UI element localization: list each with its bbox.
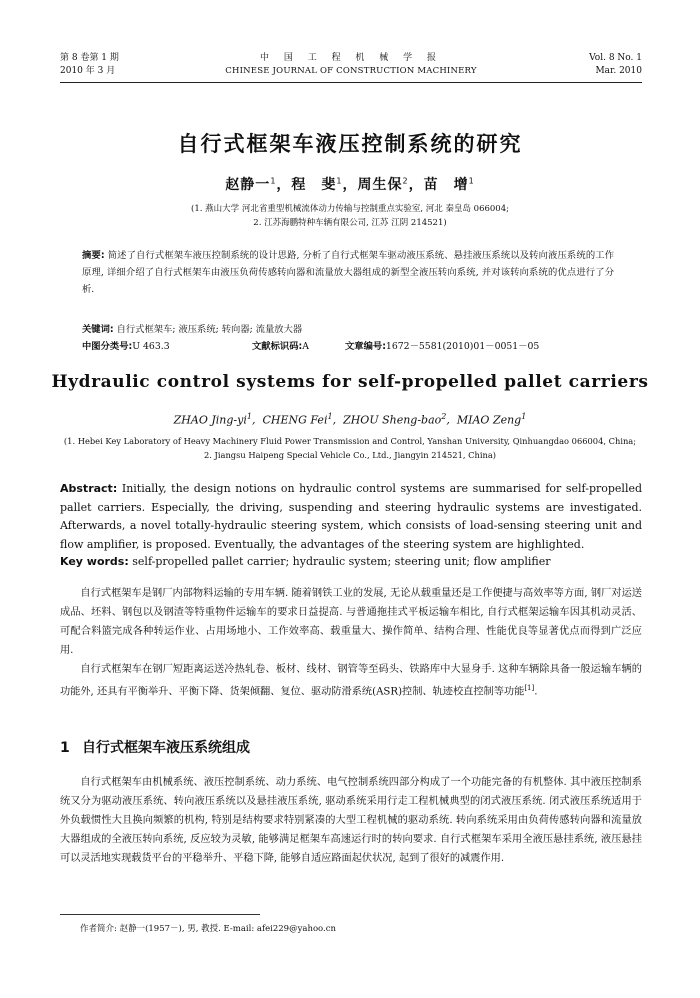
section-title: 自行式框架车液压系统组成 xyxy=(82,740,250,756)
author-footnote: 作者简介: 赵静一(1957－), 男, 教授. E-mail: afei229@yahoo.cn xyxy=(80,924,336,934)
header-rule xyxy=(60,82,642,83)
keywords-text-en: self-propelled pallet carrier; hydraulic system; steering unit; flow amplifier xyxy=(132,555,551,568)
section-number: 1 xyxy=(60,740,70,756)
author-name: 赵静一 xyxy=(225,177,271,193)
article-title-en: Hydraulic control systems for self-propelled pallet carriers xyxy=(51,372,649,392)
header-journal-name: 中 国 工 程 机 械 学 报 CHINESE JOURNAL OF CONSTRUCTION MACHINERY xyxy=(225,53,477,76)
affiliation-marker: 1 xyxy=(270,176,277,186)
body-paragraph: 自行式框架车在钢厂短距离运送冷热轧卷、板材、线材、钢管等至码头、铁路库中大显身手. 这种车辆除具备一般运输车辆的功能外, 还具有平衡举升、平衡下降、货架倾翻、复位、驱动防滑系统(ASR)控制、轨迹校直控制等功能[1]. xyxy=(60,664,642,698)
affiliations-zh: (1. 燕山大学 河北省重型机械流体动力传输与控制重点实验室, 河北 秦皇岛 066004; 2. 江苏海鹏特种车辆有限公司, 江苏 江阴 214521) xyxy=(191,204,509,228)
author-name: 程 斐 xyxy=(291,177,337,193)
affiliation-marker: 2 xyxy=(402,176,409,186)
affiliation-marker: 1 xyxy=(521,412,527,421)
header-volume-issue-zh: 第 8 卷第 1 期 2010 年 3 月 xyxy=(60,53,119,76)
body-paragraph: 自行式框架车由机械系统、液压控制系统、动力系统、电气控制系统四部分构成了一个功能完备的有机整体. 其中液压控制系统又分为驱动液压系统、转向液压系统以及悬挂液压系统, 驱动系统采用行走工程机械典型的闭式液压系统. 闭式液压系统适用于外负载惯性大且换向频繁的机构, 特别是结构要求特别紧凑的大型工程机械的驱动系统. 转向系统采用由负荷传感转向器和流量放大器组成的全液压转向系统, 反应较为灵敏, 能够满足框架车高速运行时的转向要求. 自行式框架车采用全液压悬挂系统, 液压悬挂可以灵活地实现载货平台的平稳举升、平稳下降, 能够自适应路面起伏状况, 起到了很好的减震作用. xyxy=(60,777,642,864)
abstract-label-en: Abstract: xyxy=(60,482,118,495)
abstract-label-zh: 摘要: xyxy=(82,250,105,261)
doc-code-value: A xyxy=(302,341,309,352)
author-name: 周生保 xyxy=(357,177,403,193)
classification-row xyxy=(82,339,614,354)
affiliation-marker: 1 xyxy=(327,412,333,421)
footnote-rule xyxy=(60,914,260,915)
affiliation-marker: 1 xyxy=(336,176,343,186)
author-name: MIAO Zeng xyxy=(456,413,522,427)
author-name: ZHOU Sheng-bao xyxy=(343,413,442,427)
section-heading xyxy=(60,737,250,757)
author-list-zh: 赵静一$^1$，程 斐$^1$，周生保$^2$，苗 增$^1$ xyxy=(225,176,475,193)
affiliation-marker: 1 xyxy=(468,176,475,186)
affiliation-marker: 2 xyxy=(441,412,447,421)
keywords-text-zh: 自行式框架车; 液压系统; 转向器; 流量放大器 xyxy=(116,324,303,335)
keywords-label-zh: 关键词: xyxy=(82,324,114,335)
author-name: 苗 增 xyxy=(423,177,469,193)
affiliation-marker: 1 xyxy=(246,412,252,421)
body-paragraph: 自行式框架车是钢厂内部物料运输的专用车辆. 随着钢铁工业的发展, 无论从载重量还是工作便捷与高效率等方面, 钢厂对运送成品、坯料、钢包以及钢渣等特重物件运输车的要求日益提高. 与普通拖挂式平板运输车相比, 自行式框架运输车因其机动灵活、可配合料篮完成各种转运作业、占用场地小、工作效率高、载重量大、操作简单、结构合理、性能优良等显著优点而得到广泛应用. xyxy=(60,588,642,656)
doc-code-label: 文献标识码: xyxy=(252,341,303,352)
citation-ref: [1] xyxy=(524,684,535,692)
keywords-en xyxy=(60,553,642,571)
header-volume-issue-en: Vol. 8 No. 1 Mar. 2010 xyxy=(589,53,642,76)
article-no-label: 文章编号: xyxy=(345,341,386,352)
clc-label: 中图分类号: xyxy=(82,341,133,352)
abstract-text-en: Initially, the design notions on hydraulic control systems are summarised for self-propelled pallet carriers. Especially, the driving, suspending and steering hydraulic systems are investigated. Afterwards, a novel totally-hydraulic steering system, which consists of load-sensing steering unit and flow amplifier, is proposed. Eventually, the advantages of the steering system are highlighted. xyxy=(60,482,643,551)
abstract-text-zh: 简述了自行式框架车液压控制系统的设计思路, 分析了自行式框架车驱动液压系统、悬挂液压系统以及转向液压系统的工作原理, 详细介绍了自行式框架车由液压负荷传感转向器和流量放大器组成的新型全液压转向系统, 并对该转向系统的优点进行了分析. xyxy=(82,250,614,295)
keywords-label-en: Key words: xyxy=(60,555,129,568)
article-no-value: 1672－5581(2010)01－0051－05 xyxy=(385,341,540,352)
running-header xyxy=(60,52,642,80)
affiliations-en: (1. Hebei Key Laboratory of Heavy Machinery Fluid Power Transmission and Control, Yanshan University, Qinhuangdao 066004, China; 2. Jiangsu Haipeng Special Vehicle Co., Ltd., Jiangyin 214521, China) xyxy=(63,436,637,460)
author-list-en: ZHAO Jing-$yi^1$, CHENG Fei$^1$, ZHOU Sheng-bao$^2$, MIAO Zeng$^1$ xyxy=(173,412,527,427)
clc-value: U 463.3 xyxy=(132,341,170,352)
abstract-en xyxy=(60,480,642,554)
abstract-zh xyxy=(82,247,614,298)
author-name: ZHAO Jing-yi xyxy=(173,413,247,427)
keywords-zh xyxy=(82,322,614,337)
article-title-zh: 自行式框架车液压控制系统的研究 xyxy=(177,132,523,156)
author-name: CHENG Fei xyxy=(262,413,328,427)
